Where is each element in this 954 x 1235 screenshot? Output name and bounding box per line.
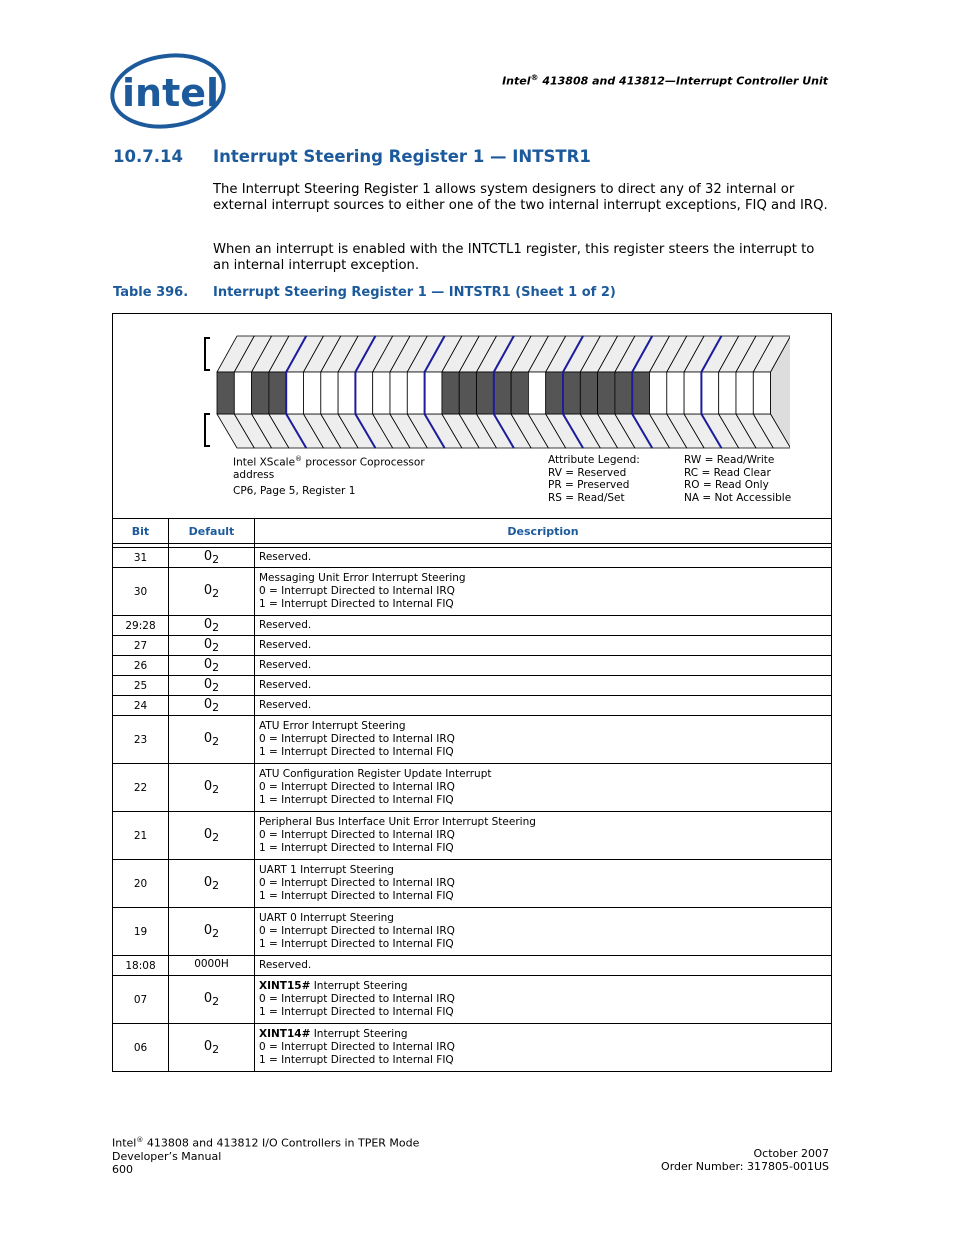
description-cell: Messaging Unit Error Interrupt Steering 0 = Interrupt Directed to Internal IRQ 1 = Interrupt Directed to Internal FIQ xyxy=(255,568,832,616)
bit-cell xyxy=(546,372,563,414)
default-cell: 0000H xyxy=(169,956,255,976)
table-row xyxy=(113,696,832,716)
bit-cell xyxy=(511,372,528,414)
bit-cell xyxy=(632,372,649,414)
bit-cell xyxy=(390,372,407,414)
register-bit-diagram xyxy=(200,334,790,454)
bit-cell xyxy=(459,372,476,414)
bit-cell xyxy=(442,372,459,414)
footer-right: October 2007 Order Number: 317805-001US xyxy=(661,1147,829,1173)
description-cell: ATU Error Interrupt Steering 0 = Interrupt Directed to Internal IRQ 1 = Interrupt Directed to Internal FIQ xyxy=(255,716,832,764)
bit-cell: 20 xyxy=(113,860,169,908)
default-cell: $0_2$ xyxy=(169,812,255,860)
bit-cell: 23 xyxy=(113,716,169,764)
bit-cell: 19 xyxy=(113,908,169,956)
default-cell: $0_2$ xyxy=(169,976,255,1024)
bit-cell xyxy=(477,372,494,414)
table-row xyxy=(113,716,832,764)
table-row xyxy=(113,956,832,976)
table-row xyxy=(113,908,832,956)
running-header: Intel® 413808 and 413812—Interrupt Controller Unit xyxy=(502,73,828,88)
default-cell: $0_2$ xyxy=(169,860,255,908)
bit-cell xyxy=(304,372,321,414)
description-cell: XINT15# Interrupt Steering 0 = Interrupt Directed to Internal IRQ 1 = Interrupt Directed to Internal FIQ xyxy=(255,976,832,1024)
bit-cell xyxy=(684,372,701,414)
description-cell: Reserved. xyxy=(255,956,832,976)
coprocessor-label: Intel XScale® processor Coprocessor address CP6, Page 5, Register 1 xyxy=(233,455,425,497)
default-cell: $0_2$ xyxy=(169,764,255,812)
bit-cell: 29:28 xyxy=(113,616,169,636)
bit-cell xyxy=(494,372,511,414)
description-cell: Reserved. xyxy=(255,548,832,568)
table-row xyxy=(113,656,832,676)
bit-cell: 26 xyxy=(113,656,169,676)
bit-cell xyxy=(580,372,597,414)
description-cell: Reserved. xyxy=(255,636,832,656)
bit-cell xyxy=(407,372,424,414)
intel-logo xyxy=(108,50,228,132)
default-cell: $0_2$ xyxy=(169,1024,255,1072)
bit-cell xyxy=(355,372,372,414)
bit-cell: 07 xyxy=(113,976,169,1024)
table-row xyxy=(113,860,832,908)
bit-cell xyxy=(667,372,684,414)
bit-cell xyxy=(528,372,545,414)
paragraph-2: When an interrupt is enabled with the INTCTL1 register, this register steers the interrupt to an internal interrupt exception. xyxy=(213,242,815,273)
default-cell: $0_2$ xyxy=(169,716,255,764)
bit-cell: 24 xyxy=(113,696,169,716)
default-cell: $0_2$ xyxy=(169,656,255,676)
table-row xyxy=(113,616,832,636)
default-cell: $0_2$ xyxy=(169,616,255,636)
bit-cell: 31 xyxy=(113,548,169,568)
description-cell: Reserved. xyxy=(255,656,832,676)
default-cell: $0_2$ xyxy=(169,636,255,656)
register-table xyxy=(112,518,832,1072)
description-cell: Peripheral Bus Interface Unit Error Interrupt Steering 0 = Interrupt Directed to Internal IRQ 1 = Interrupt Directed to Internal FIQ xyxy=(255,812,832,860)
header-default: Default xyxy=(169,519,255,544)
bit-cell: 22 xyxy=(113,764,169,812)
bit-cell: 21 xyxy=(113,812,169,860)
bit-cell xyxy=(252,372,269,414)
bit-cell: 30 xyxy=(113,568,169,616)
header-bit: Bit xyxy=(113,519,169,544)
bit-cell xyxy=(753,372,770,414)
bit-cell: 25 xyxy=(113,676,169,696)
table-row xyxy=(113,764,832,812)
default-cell: $0_2$ xyxy=(169,908,255,956)
bit-cell xyxy=(701,372,718,414)
table-row xyxy=(113,548,832,568)
bit-cell: 18:08 xyxy=(113,956,169,976)
default-cell: $0_2$ xyxy=(169,568,255,616)
header-description: Description xyxy=(255,519,832,544)
bit-cell xyxy=(234,372,251,414)
logo-text: intel xyxy=(122,71,220,115)
paragraph-1: The Interrupt Steering Register 1 allows system designers to direct any of 32 internal or external interrupt sources to either one of the two internal interrupt exceptions, FIQ and IRQ. xyxy=(213,182,828,213)
bit-cell xyxy=(425,372,442,414)
table-row xyxy=(113,812,832,860)
bit-cell xyxy=(217,372,234,414)
section-heading: 10.7.14 Interrupt Steering Register 1 — INTSTR1 xyxy=(113,147,591,166)
page-number: 600 xyxy=(112,1162,133,1176)
bit-cell xyxy=(719,372,736,414)
table-caption: Table 396. Interrupt Steering Register 1 — INTSTR1 (Sheet 1 of 2) xyxy=(113,285,616,300)
footer-left: Intel® 413808 and 413812 I/O Controllers in TPER Mode Developer’s Manual 600 xyxy=(112,1136,420,1176)
table-row xyxy=(113,1024,832,1072)
attribute-legend-left: Attribute Legend: RV = Reserved PR = Preserved RS = Read/Set xyxy=(548,454,640,504)
bit-cell xyxy=(269,372,286,414)
table-header-row xyxy=(113,519,832,544)
description-cell: UART 0 Interrupt Steering 0 = Interrupt Directed to Internal IRQ 1 = Interrupt Directed to Internal FIQ xyxy=(255,908,832,956)
default-cell: $0_2$ xyxy=(169,696,255,716)
bit-cell: 27 xyxy=(113,636,169,656)
bit-cell xyxy=(736,372,753,414)
bit-cell xyxy=(615,372,632,414)
attribute-legend-right: RW = Read/Write RC = Read Clear RO = Read Only NA = Not Accessible xyxy=(684,454,792,504)
description-cell: ATU Configuration Register Update Interrupt 0 = Interrupt Directed to Internal IRQ 1 = Interrupt Directed to Internal FIQ xyxy=(255,764,832,812)
description-cell: Reserved. xyxy=(255,616,832,636)
bit-cell xyxy=(650,372,667,414)
default-cell: $0_2$ xyxy=(169,548,255,568)
table-row xyxy=(113,676,832,696)
table-row xyxy=(113,568,832,616)
bit-cell xyxy=(598,372,615,414)
table-row xyxy=(113,976,832,1024)
description-cell: UART 1 Interrupt Steering 0 = Interrupt Directed to Internal IRQ 1 = Interrupt Directed to Internal FIQ xyxy=(255,860,832,908)
bracket-top xyxy=(205,338,210,370)
bit-cell xyxy=(286,372,303,414)
description-cell: Reserved. xyxy=(255,676,832,696)
default-cell: $0_2$ xyxy=(169,676,255,696)
bit-cell xyxy=(563,372,580,414)
bracket-bottom xyxy=(205,414,210,446)
description-cell: Reserved. xyxy=(255,696,832,716)
description-cell: XINT14# Interrupt Steering 0 = Interrupt Directed to Internal IRQ 1 = Interrupt Directed to Internal FIQ xyxy=(255,1024,832,1072)
bit-cell xyxy=(373,372,390,414)
table-row xyxy=(113,636,832,656)
bit-cell xyxy=(321,372,338,414)
bit-cell xyxy=(338,372,355,414)
bit-cell: 06 xyxy=(113,1024,169,1072)
